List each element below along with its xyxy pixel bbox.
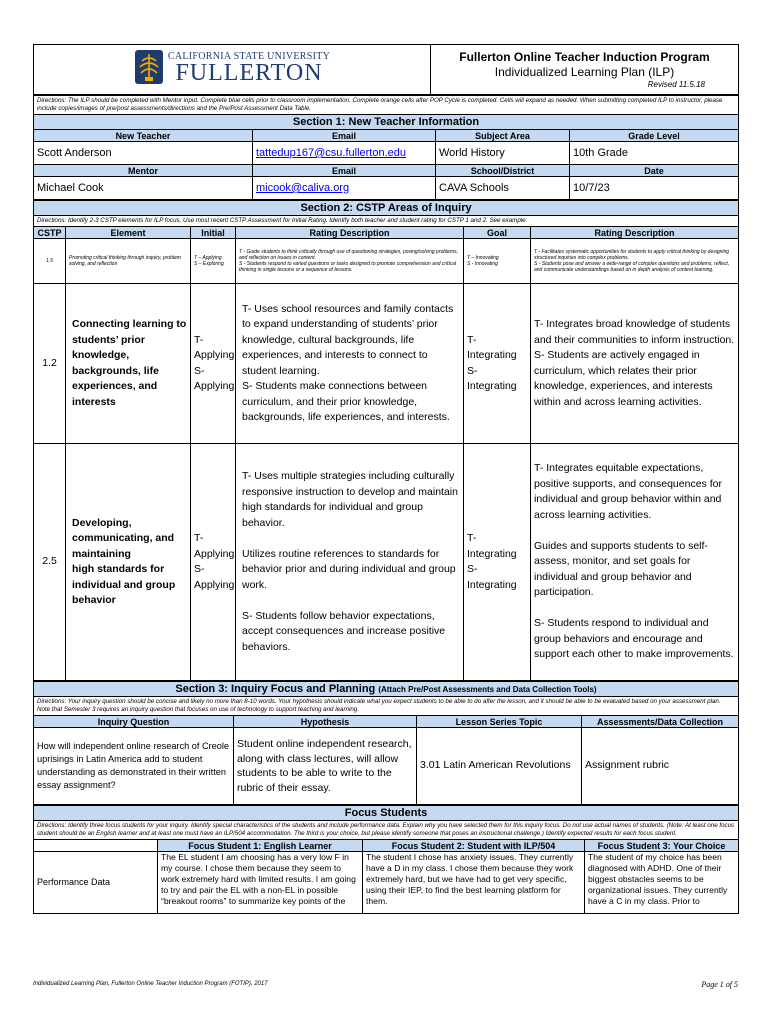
revised-date: Revised 11.5.18 [647,80,705,89]
section3-directions: Directions: Your inquiry question should be concise and likely no more than 8-10 words. Your hypothesis should indicate what you expect students to be able to do after the lesson, and it should be able to be evaluated based on your assessment plan. Note that Semester 3 requires an inquiry question that focuses on use of technology to support teaching and learning. [34,697,739,716]
section2-directions: Directions: Identify 2-3 CSTP elements for ILP focus. Use most recent CSTP Assessment for Initial Rating. Identify both teacher and student rating for CSTP 1 and 2. See example. [34,216,739,227]
mentor-email-link[interactable]: micook@caliva.org [256,182,350,194]
section3-title-note: (Attach Pre/Post Assessments and Data Collection Tools) [378,685,597,694]
col-cstp: CSTP [34,227,66,239]
section2-title: Section 2: CSTP Areas of Inquiry [34,201,739,216]
goal-description: T- Integrates equitable expectations, positive supports, and consequences for individual and group behavior within and across learning activities. Guides and supports students to self-assess, monitor, and set goals for individual and group behavior and participation. S- Students respond to individual and group behaviors and encourage and support each other to make improvements. [531,444,739,681]
date-value: 10/7/23 [570,177,739,200]
directions-top: Directions: The ILP should be completed with Mentor input. Complete blue cells prior to classroom implementation. Complete orange cells after POP Cycle is completed. Cells will expand as needed. When submitting completed ILP to instructor, please include copies/images of pre/post assessments/directions and the Pre/Post Assessment Data Table. [34,96,739,115]
section3-table [33,681,739,805]
cstp-number: 2.5 [34,444,66,681]
initial-rating: T- Applying S- Applying [191,284,236,444]
program-cell [431,45,739,95]
col-subject-area: Subject Area [436,130,570,142]
logo-cell [34,45,431,95]
university-logo [134,49,330,85]
example-cstp: 1.5 [34,239,66,284]
focus-title: Focus Students [34,806,739,821]
col-goal: Goal [464,227,531,239]
col-hypothesis: Hypothesis [234,716,417,728]
hypothesis: Student online independent research, along with class lectures, will allow students to be able to write to the rubric of their essay. [234,728,417,805]
section1-title: Section 1: New Teacher Information [34,115,739,130]
seal-icon [134,49,164,85]
focus-directions: Directions: Identify three focus students for your inquiry. Identify special characteristics of the students and include performance data. Explain why you have selected them for this inquiry focus. Do not use actual names of students. (Note: At least one focus student should be an English learner and at least one must have an ILP/504 accommodation. The third is your choice, but please identify someone that poses an instructional challenge.) Identify expected results for each focus student. [34,821,739,840]
page-number: Page 1 of 5 [701,980,738,989]
focus-student-1-text: The EL student I am choosing has a very low F in my course. I chose them because they seem to work extremely hard with limited results. I am going to try and pair the EL with a non-EL in possible “breakout rooms” to summarize key points of the [158,852,363,914]
inquiry-question: How will independent online research of Creole uprisings in Latin America add to student understanding as demonstrated in their written essay assignment? [34,728,234,805]
section3-title [34,682,739,697]
col-element: Element [66,227,191,239]
rating-description: T- Uses school resources and family contacts to expand understanding of students’ prior knowledge, cultural backgrounds, life experiences, and interests to connect to student learning. S- Students make connections between curriculum, and their prior knowledge, backgrounds, life experiences, and interests. [236,284,464,444]
ilp-document [33,44,738,914]
mentor-name: Michael Cook [34,177,253,200]
initial-rating: T- Applying S- Applying [191,444,236,681]
teacher-email-link[interactable]: tattedup167@csu.fullerton.edu [256,147,406,159]
section2-table [33,200,739,681]
col-mentor: Mentor [34,165,253,177]
lesson-series-topic: 3.01 Latin American Revolutions [417,728,582,805]
subject-area: World History [436,142,570,165]
col-mentor-email: Email [253,165,436,177]
example-goal: T – Innovating S - Innovating [464,239,531,284]
section3-title-text: Section 3: Inquiry Focus and Planning [175,683,376,695]
focus-students-table [33,805,739,914]
col-focus-student-1: Focus Student 1: English Learner [158,840,363,852]
col-grade-level: Grade Level [570,130,739,142]
focus-student-2-text: The student I chose has anxiety issues. They currently have a D in my class. I chose them because they work extremely hard, but we have had to get very specific, using their IEP, to find the best learning platform for them. [363,852,585,914]
example-initial: T – Applying S – Exploring [191,239,236,284]
section1-table [33,95,739,200]
cstp-element: Developing, communicating, and maintaining high standards for individual and group behavior [66,444,191,681]
example-element: Promoting critical thinking through inquiry, problem solving, and reflection [66,239,191,284]
goal-rating: T- Integrating S- Integrating [464,444,531,681]
rating-description: T- Uses multiple strategies including culturally responsive instruction to develop and maintain high standards for individual and group behavior. Utilizes routine references to standards for behavior prior and during individual and group work. S- Students follow behavior expectations, accept consequences and increase positive behaviors. [236,444,464,681]
plan-title: Individualized Learning Plan (ILP) [494,65,675,79]
col-date: Date [570,165,739,177]
col-rating-description: Rating Description [236,227,464,239]
example-description: T - Guide students to think critically through use of questioning strategies, posing/solving problems, and reflection on issues in content. S - Students respond to varied questions or tasks designed to promote comprehension and critical thinking in single lessons or a sequence of lessons. [236,239,464,284]
university-name: CALIFORNIA STATE UNIVERSITY [167,50,331,62]
col-new-teacher: New Teacher [34,130,253,142]
goal-description: T- Integrates broad knowledge of students and their communities to inform instruction. S- Students are actively engaged in curriculum, which relates their prior knowledge, experiences, and interests within and across learning activities. [531,284,739,444]
program-title: Fullerton Online Teacher Induction Program [459,50,710,64]
col-inquiry-question: Inquiry Question [34,716,234,728]
assessment-data-collection: Assignment rubric [582,728,739,805]
col-email: Email [253,130,436,142]
col-focus-student-3: Focus Student 3: Your Choice [585,840,739,852]
page-footer [33,981,738,987]
blank-header [34,840,158,852]
header-table [33,44,739,95]
teacher-name: Scott Anderson [34,142,253,165]
col-goal-rating-description: Rating Description [531,227,739,239]
school-district: CAVA Schools [436,177,570,200]
col-initial: Initial [191,227,236,239]
footer-citation: Individualized Learning Plan, Fullerton Online Teacher Induction Program (FOTIP), 2017 [33,981,268,987]
cstp-row [34,284,739,444]
cstp-row [34,444,739,681]
grade-level: 10th Grade [570,142,739,165]
col-focus-student-2: Focus Student 2: Student with ILP/504 [363,840,585,852]
example-goal-description: T - Facilitates systematic opportunities for students to apply critical thinking by designing structured inquiries into complex problems. S - Students pose and answer a wide-range of complex questions and problems, reflect, and communicate understandings based on in depth analysis of content learning. [531,239,739,284]
performance-data-label: Performance Data [34,852,158,914]
col-assessments: Assessments/Data Collection [582,716,739,728]
cstp-number: 1.2 [34,284,66,444]
cstp-element: Connecting learning to students’ prior knowledge, backgrounds, life experiences, and interests [66,284,191,444]
focus-student-3-text: The student of my choice has been diagnosed with ADHD. One of their biggest obstacles seems to be organizational issues. They currently have a C in my class. Prior to [585,852,739,914]
campus-name: FULLERTON [175,59,323,86]
col-school-district: School/District [436,165,570,177]
goal-rating: T- Integrating S- Integrating [464,284,531,444]
col-lesson-topic: Lesson Series Topic [417,716,582,728]
